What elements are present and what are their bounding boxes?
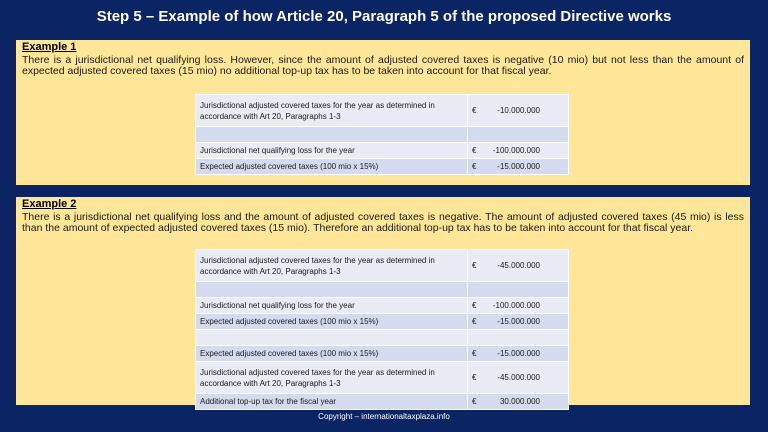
example-1-text: There is a jurisdictional net qualifying loss. However, since the amount of adjusted covered taxes is negative (10 mio) but not less than the amount of expected adjusted covered taxes (15 mio) no additional top-up tax has to be taken into account for that fiscal year. (22, 54, 744, 77)
amount-value: -100.000.000 (492, 301, 540, 310)
amount-value: -10.000.000 (497, 106, 540, 115)
table-row-spacer (196, 127, 569, 143)
copyright-footer: Copyright – internationaltaxplaza.info (318, 412, 450, 421)
row-amount (468, 250, 569, 282)
example-2-table (195, 249, 569, 410)
example-1-heading: Example 1 (22, 41, 77, 53)
amount-value: -45.000.000 (497, 261, 540, 270)
currency-symbol: € (472, 397, 477, 406)
table-row (196, 250, 569, 282)
currency-symbol: € (472, 301, 477, 310)
row-amount (468, 95, 569, 127)
table-row (196, 143, 569, 159)
currency-symbol: € (472, 146, 477, 155)
row-label: Jurisdictional adjusted covered taxes for the year as determined in accordance with Art 20, Paragraphs 1-3 (196, 95, 468, 127)
row-label: Expected adjusted covered taxes (100 mio x 15%) (196, 346, 468, 362)
currency-symbol: € (472, 349, 477, 358)
row-label (196, 127, 468, 143)
row-label (196, 282, 468, 298)
row-amount (468, 282, 569, 298)
table-row-total (196, 394, 569, 410)
row-label (196, 330, 468, 346)
table-row (196, 362, 569, 394)
example-2-text: There is a jurisdictional net qualifying loss and the amount of adjusted covered taxes is negative. The amount of adjusted covered taxes (45 mio) is less than the amount of expected adjusted covered taxes (15 mio). Therefore an additional top-up tax has to be taken into account for that fiscal year. (22, 211, 744, 234)
row-label: Expected adjusted covered taxes (100 mio x 15%) (196, 314, 468, 330)
table-row (196, 298, 569, 314)
amount-value: -15.000.000 (497, 162, 540, 171)
currency-symbol: € (472, 373, 477, 382)
table-row (196, 346, 569, 362)
row-label: Additional top-up tax for the fiscal year (196, 394, 468, 410)
row-amount (468, 127, 569, 143)
amount-value: -15.000.000 (497, 349, 540, 358)
amount-value: 30.000.000 (499, 397, 540, 406)
row-amount (468, 143, 569, 159)
table-row-spacer (196, 282, 569, 298)
currency-symbol: € (472, 261, 477, 270)
row-amount (468, 330, 569, 346)
row-amount (468, 298, 569, 314)
row-label: Jurisdictional adjusted covered taxes for the year as determined in accordance with Art 20, Paragraphs 1-3 (196, 250, 468, 282)
row-amount (468, 314, 569, 330)
row-label: Expected adjusted covered taxes (100 mio x 15%) (196, 159, 468, 175)
row-amount (468, 394, 569, 410)
currency-symbol: € (472, 162, 477, 171)
table-row (196, 314, 569, 330)
example-2-heading: Example 2 (22, 198, 77, 210)
amount-value: -100.000.000 (492, 146, 540, 155)
table-row-spacer (196, 330, 569, 346)
row-label: Jurisdictional net qualifying loss for the year (196, 143, 468, 159)
row-label: Jurisdictional adjusted covered taxes for the year as determined in accordance with Art 20, Paragraphs 1-3 (196, 362, 468, 394)
amount-value: -45.000.000 (497, 373, 540, 382)
row-amount (468, 346, 569, 362)
slide-title: Step 5 – Example of how Article 20, Paragraph 5 of the proposed Directive works (96, 8, 672, 25)
row-amount (468, 159, 569, 175)
currency-symbol: € (472, 317, 477, 326)
example-1-table (195, 94, 569, 175)
row-label: Jurisdictional net qualifying loss for the year (196, 298, 468, 314)
table-row (196, 159, 569, 175)
currency-symbol: € (472, 106, 477, 115)
amount-value: -15.000.000 (497, 317, 540, 326)
table-row (196, 95, 569, 127)
row-amount (468, 362, 569, 394)
